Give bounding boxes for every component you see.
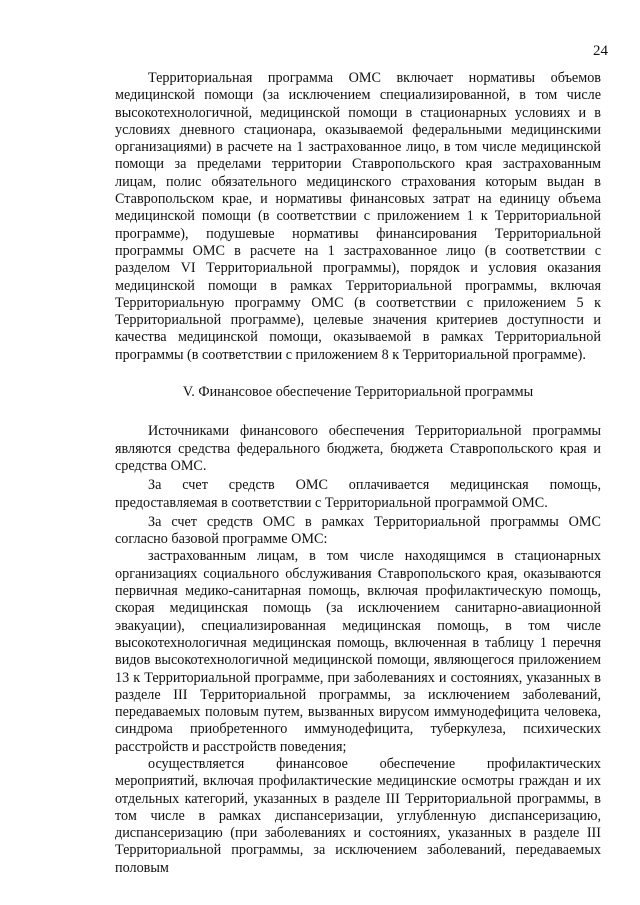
paragraph-insured-persons: застрахованным лицам, в том числе находящимся в стационарных организациях социального обслуживания Ставропольского края, оказываются первичная медико-санитарная помощь, включая профилактическую помощь, скорая медицинская помощь (за исключением санитарно-авиационной эвакуации), специализированная медицинская помощь, в том числе высокотехнологичная медицинская помощь, включенная в таблицу 1 перечня видов высокотехнологичной медицинской помощи, являющегося приложением 13 к Территориальной программе, при заболеваниях и состояниях, указанных в разделе III Территориальной программы, за исключением заболеваний, передаваемых половым путем, вызванных вирусом иммунодефицита человека, синдрома приобретенного иммунодефицита, туберкулеза, психических расстройств и расстройств поведения;: [115, 548, 601, 755]
paragraph-oms-payment: За счет средств ОМС оплачивается медицинская помощь, предоставляемая в соответствии с Территориальной программой ОМС.: [115, 477, 601, 511]
paragraph-program-includes: Территориальная программа ОМС включает нормативы объемов медицинской помощи (за исключением специализированной, в том числе высокотехнологичной, медицинской помощи в стационарных условиях и в условиях дневного стационара, оказываемой федеральными медицинскими организациями) в расчете на 1 застрахованное лицо, в том числе медицинской помощи за пределами территории Ставропольского края застрахованным лицам, полис обязательного медицинского страхования которым выдан в Ставропольском крае, и нормативы финансовых затрат на единицу объема медицинской помощи (в соответствии с приложением 1 к Территориальной программе), подушевые нормативы финансирования Территориальной программы ОМС в расчете на 1 застрахованное лицо (в соответствии с разделом VI Территориальной программы), порядок и условия оказания медицинской помощи в рамках Территориальной программы, включая Территориальную программу ОМС (в соответствии с приложением 5 к Территориальной программе), целевые значения критериев доступности и качества медицинской помощи, оказываемой в рамках Территориальной программы (в соответствии с приложением 8 к Территориальной программе).: [115, 70, 601, 363]
document-body: [115, 70, 601, 877]
section-heading: V. Финансовое обеспечение Территориальной программы: [182, 384, 534, 401]
paragraph-oms-base-program: За счет средств ОМС в рамках Территориальной программы ОМС согласно базовой программе ОМС:: [115, 513, 601, 548]
page-number: 24: [593, 43, 608, 59]
paragraph-preventive-measures: осуществляется финансовое обеспечение профилактических мероприятий, включая профилактические медицинские осмотры граждан и их отдельных категорий, указанных в разделе III Территориальной программы, в том числе в рамках диспансеризации, углубленную диспансеризацию, диспансеризацию (при заболеваниях и состояниях, указанных в разделе III Территориальной программы, за исключением заболеваний, передаваемых половым: [115, 755, 601, 876]
paragraph-funding-sources: Источниками финансового обеспечения Территориальной программы являются средства федерального бюджета, бюджета Ставропольского края и средства ОМС.: [115, 423, 601, 474]
